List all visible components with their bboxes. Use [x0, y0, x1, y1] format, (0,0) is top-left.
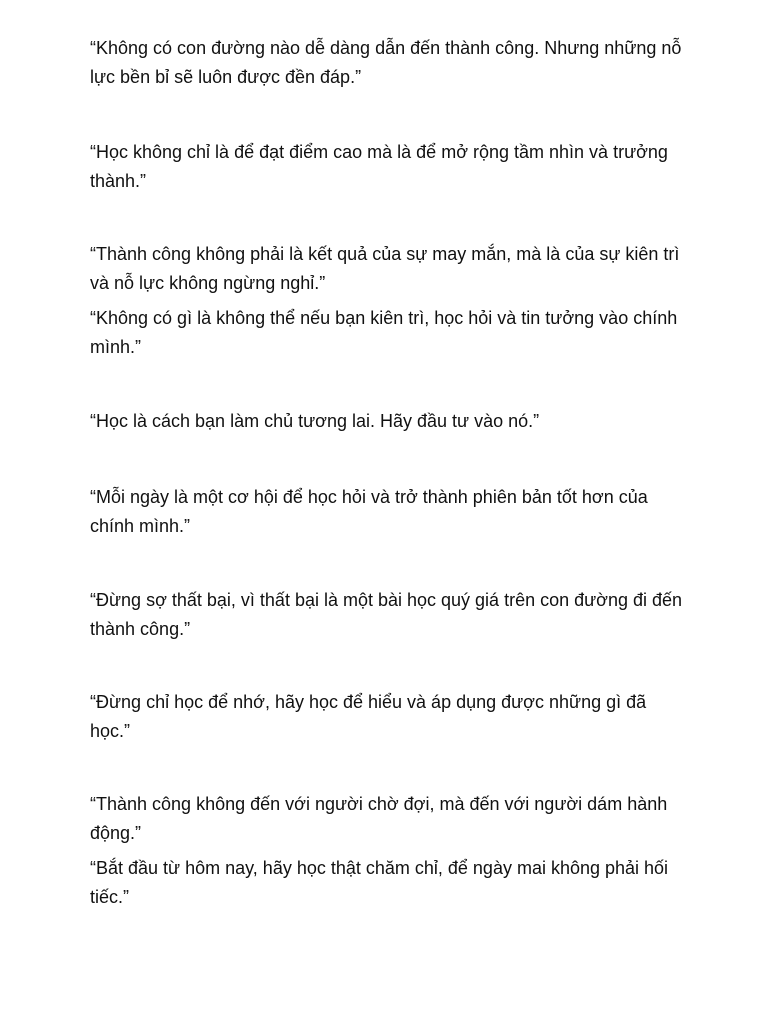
quote-paragraph: “Thành công không đến với người chờ đợi, mà đến với người dám hành động.”: [90, 794, 668, 843]
quote-paragraph: “Thành công không phải là kết quả của sự may mắn, mà là của sự kiên trì và nỗ lực không ngừng nghỉ.”: [90, 244, 680, 293]
quote-paragraph: “Không có con đường nào dễ dàng dẫn đến thành công. Nhưng những nỗ lực bền bỉ sẽ luôn được đền đáp.”: [90, 38, 682, 87]
quote-paragraph: “Bắt đầu từ hôm nay, hãy học thật chăm chỉ, để ngày mai không phải hối tiếc.”: [90, 858, 669, 907]
quote-paragraph: “Mỗi ngày là một cơ hội để học hỏi và trở thành phiên bản tốt hơn của chính mình.”: [90, 487, 648, 536]
quote-paragraph: “Đừng sợ thất bại, vì thất bại là một bài học quý giá trên con đường đi đến thành công.”: [90, 590, 683, 639]
quote-paragraph: “Học là cách bạn làm chủ tương lai. Hãy đầu tư vào nó.”: [90, 411, 540, 431]
quote-paragraph: “Học không chỉ là để đạt điểm cao mà là để mở rộng tầm nhìn và trưởng thành.”: [90, 142, 668, 191]
quote-paragraph: “Không có gì là không thể nếu bạn kiên trì, học hỏi và tin tưởng vào chính mình.”: [90, 308, 678, 357]
quote-paragraph: “Đừng chỉ học để nhớ, hãy học để hiểu và áp dụng được những gì đã học.”: [90, 692, 647, 741]
